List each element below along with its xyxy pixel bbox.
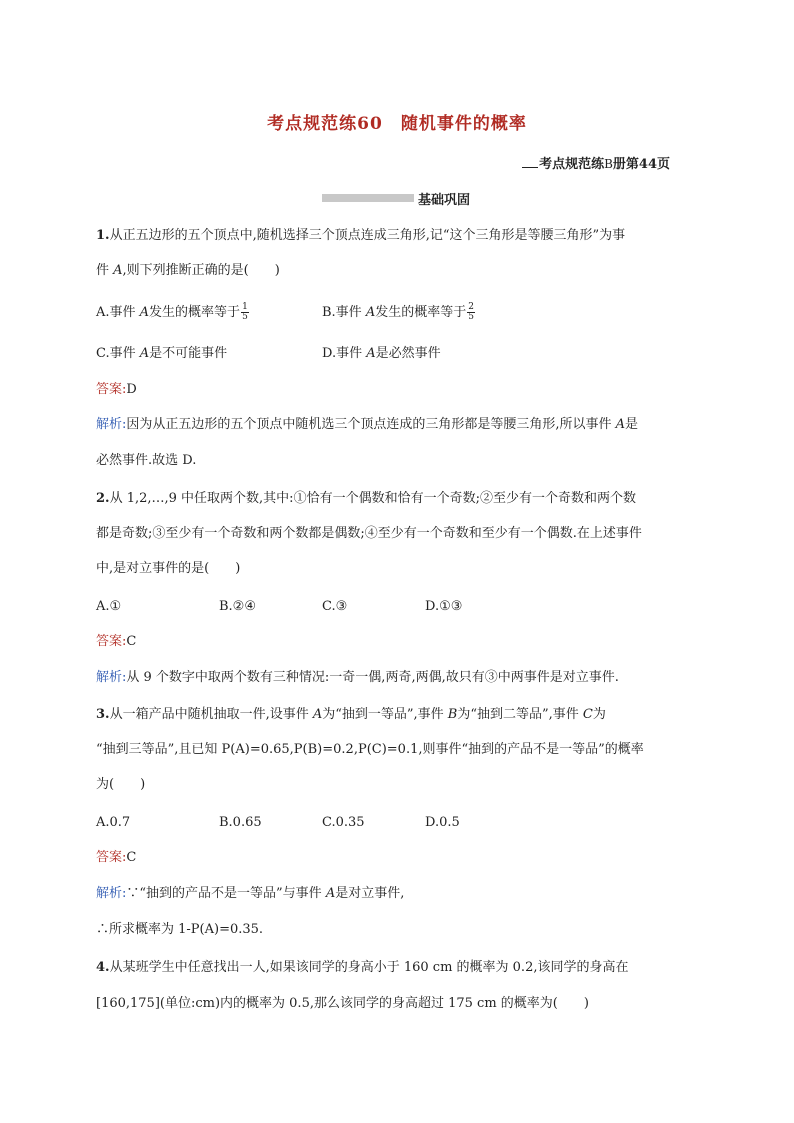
q1-option-c: C.事件 A是不可能事件 (96, 346, 228, 361)
q3-stem-line3: 为( ) (96, 777, 146, 792)
q2-analysis-line1: 解析:从 9 个数字中取两个数有三种情况:一奇一偶,两奇,两偶,故只有③中两事件是对立事件. (96, 670, 619, 685)
q1-analysis-line1: 解析:因为从正五边形的五个顶点中随机选三个顶点连成的三角形都是等腰三角形,所以事件 A是 (96, 417, 639, 432)
section-header (322, 188, 470, 208)
q2-option-c: C.③ (322, 599, 348, 614)
section-bar-decoration (322, 194, 414, 202)
q4-stem-line1: 4.从某班学生中任意找出一人,如果该同学的身高小于 160 cm 的概率为 0.2,该同学的身高在 (96, 960, 629, 975)
q3-answer: 答案:C (96, 850, 137, 865)
q1-stem-line1: 1.从正五边形的五个顶点中,随机选择三个顶点连成三角形,记“这个三角形是等腰三角形”为事 (96, 228, 626, 243)
q2-option-a: A.① (96, 599, 122, 614)
q3-option-a: A.0.7 (96, 815, 131, 830)
page-title: 考点规范练60 随机事件的概率 (267, 114, 527, 134)
q3-stem-line1: 3.从一箱产品中随机抽取一件,设事件 A为“抽到一等品”,事件 B为“抽到二等品”,事件 C为 (96, 707, 606, 722)
q1-stem-line2: 件 A,则下列推断正确的是( ) (96, 263, 280, 278)
q2-stem-line3: 中,是对立事件的是( ) (96, 561, 241, 576)
q1-analysis-line2: 必然事件.故选 D. (96, 453, 197, 468)
fraction-one-fifth: $\frac{1}{5}$ (242, 302, 248, 322)
q2-answer: 答案:C (96, 634, 137, 649)
q3-analysis-line1: 解析:∵“抽到的产品不是一等品”与事件 A是对立事件, (96, 886, 405, 901)
q3-option-d: D.0.5 (425, 815, 460, 830)
q2-stem-line2: 都是奇数;③至少有一个奇数和两个数都是偶数;④至少有一个奇数和至少有一个偶数.在上述事件 (96, 526, 642, 541)
q1-option-d: D.事件 A是必然事件 (322, 346, 441, 361)
q2-option-b: B.②④ (219, 599, 256, 614)
textbook-reference: 考点规范练B册第44页 (522, 153, 670, 172)
q3-option-b: B.0.65 (219, 815, 262, 830)
q3-analysis-line2: ∴所求概率为 1-P(A)=0.35. (96, 922, 264, 937)
q1-answer: 答案:D (96, 382, 137, 397)
section-label: 基础巩固 (418, 192, 471, 208)
fraction-two-fifths: $\frac{2}{5}$ (468, 302, 474, 322)
q1-option-a: A.事件 A发生的概率等于 $\frac{1}{5}$ (96, 302, 248, 322)
q2-option-d: D.①③ (425, 599, 463, 614)
q3-stem-line2: “抽到三等品”,且已知 P(A)=0.65,P(B)=0.2,P(C)=0.1,则事件“抽到的产品不是一等品”的概率 (96, 742, 644, 757)
q1-option-b: B.事件 A发生的概率等于 $\frac{2}{5}$ (322, 302, 474, 322)
q4-stem-line2: [160,175](单位:cm)内的概率为 0.5,那么该同学的身高超过 175 cm 的概率为( ) (96, 996, 589, 1011)
q2-stem-line1: 2.从 1,2,…,9 中任取两个数,其中:①恰有一个偶数和恰有一个奇数;②至少有一个奇数和两个数 (96, 491, 636, 506)
q3-option-c: C.0.35 (322, 815, 365, 830)
